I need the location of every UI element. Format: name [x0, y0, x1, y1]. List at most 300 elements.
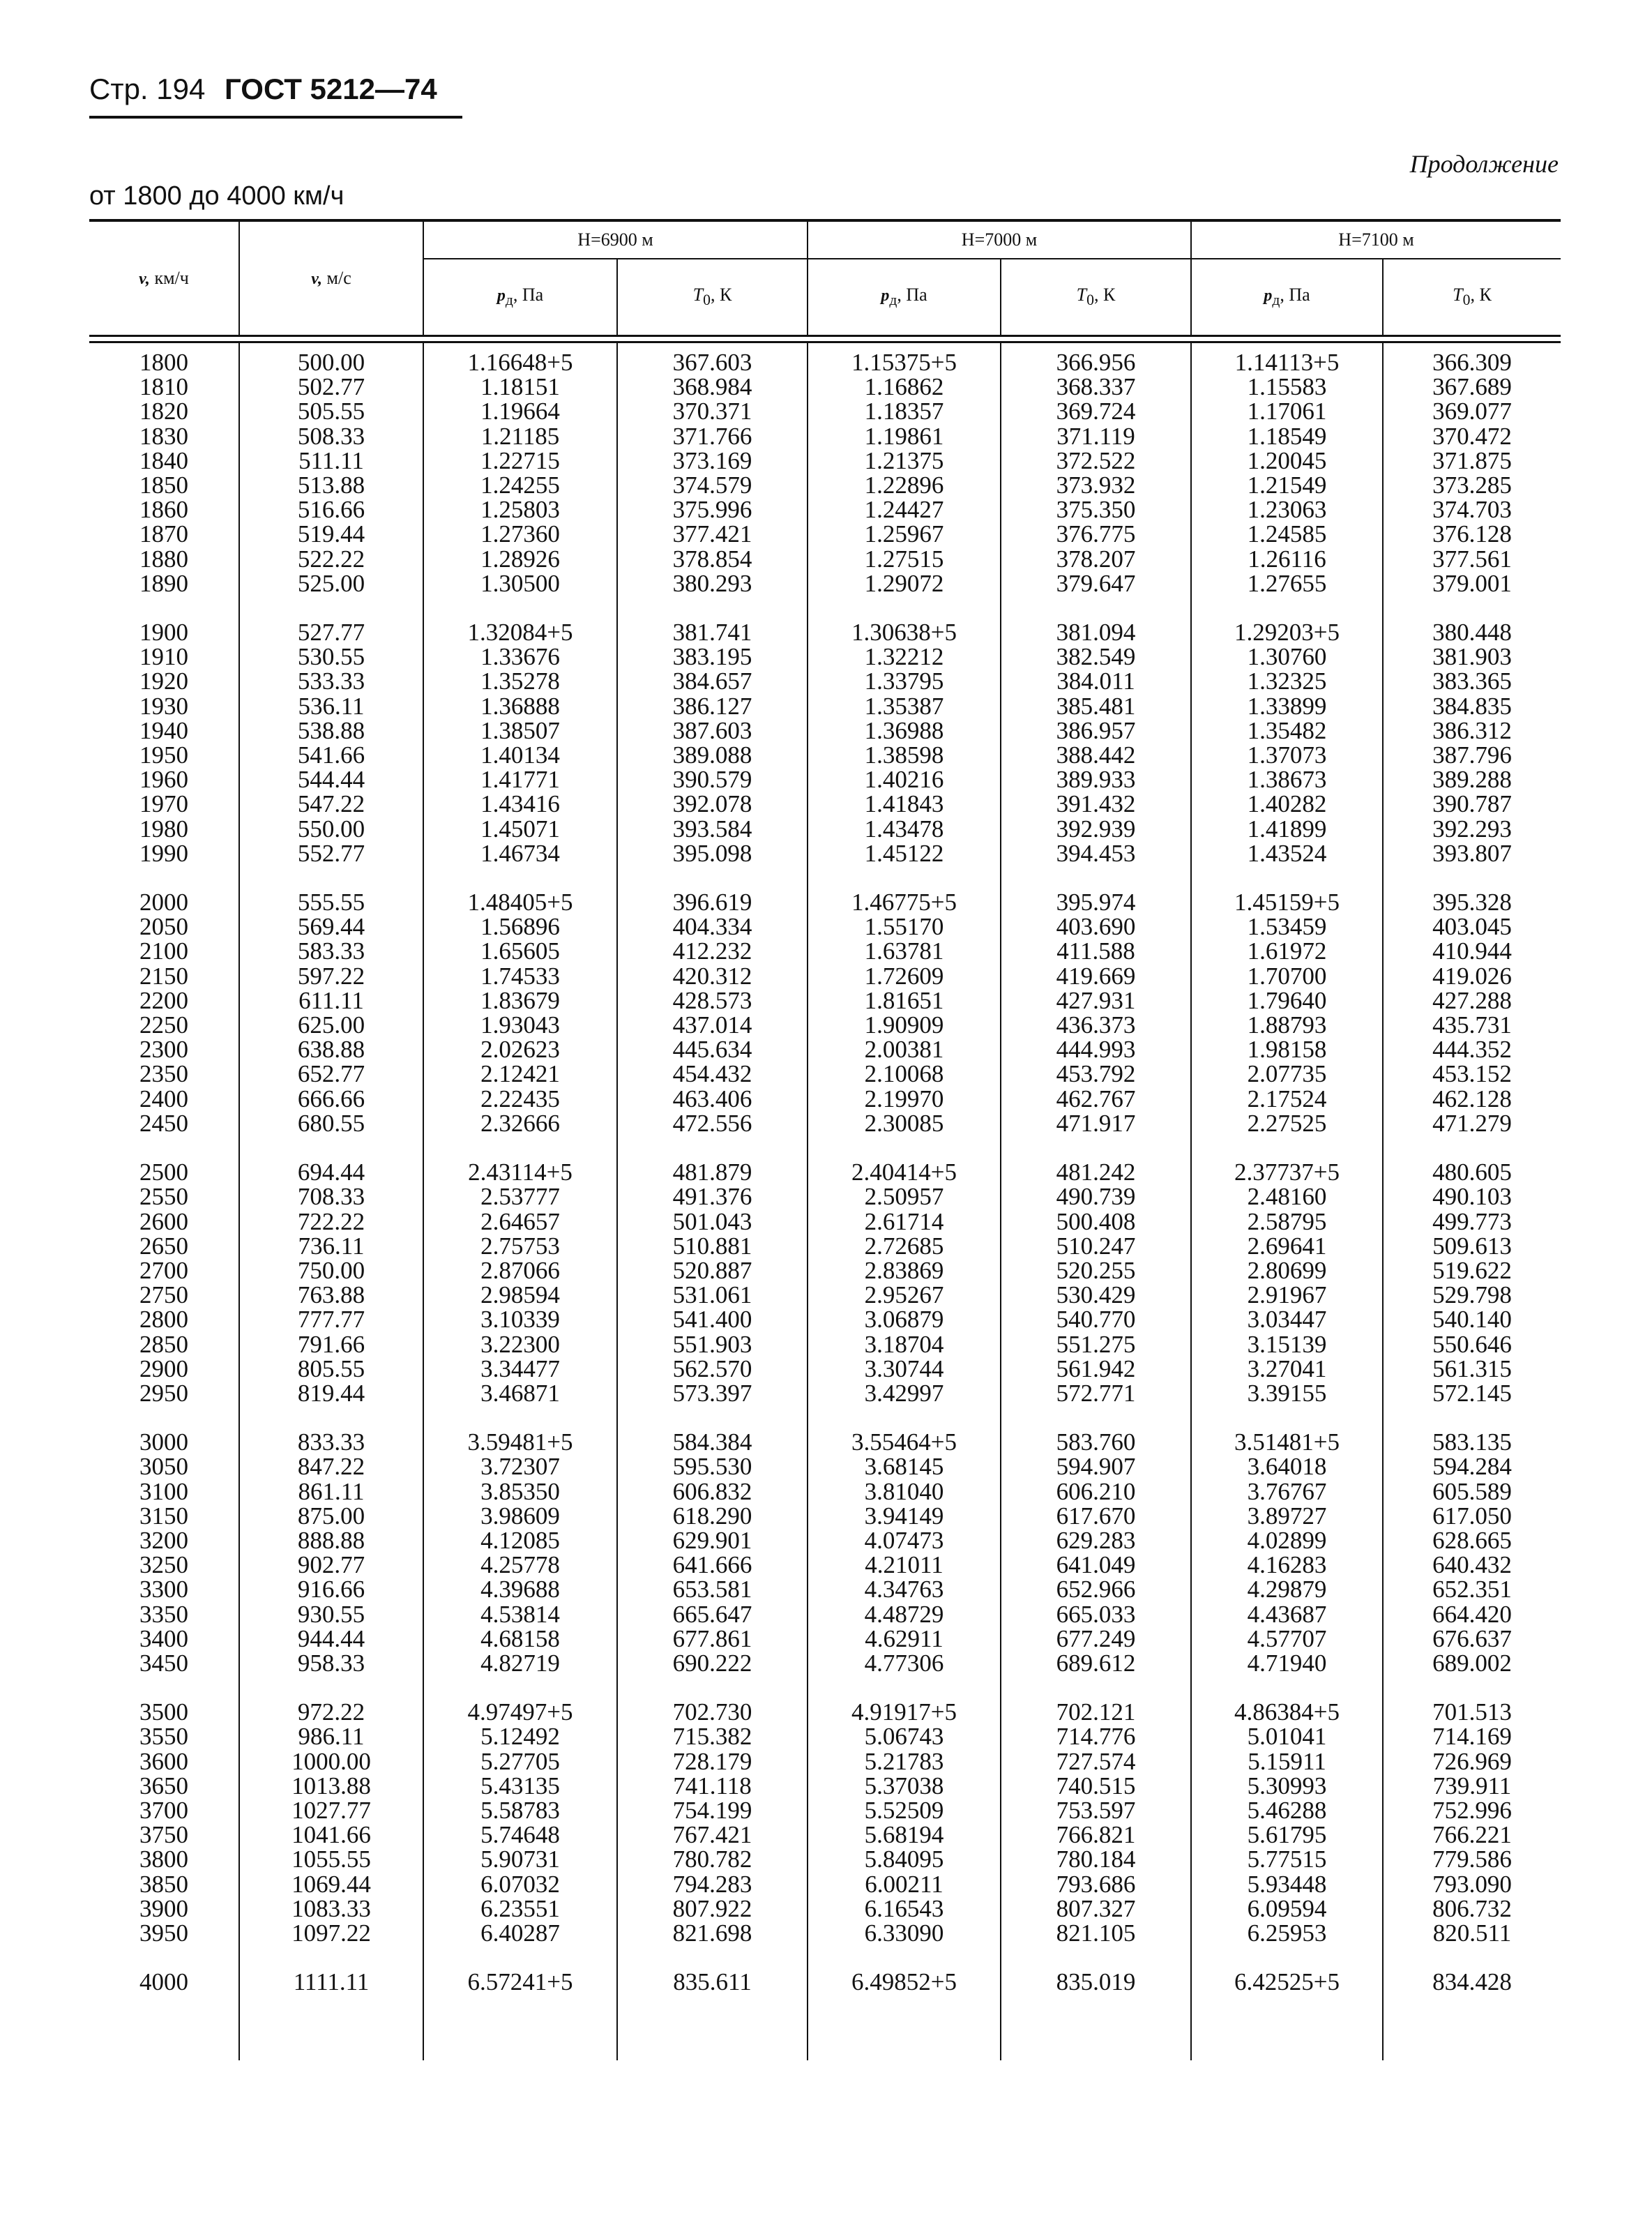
table-cell: 807.922: [617, 1896, 808, 1921]
table-cell: 5.21783: [808, 1749, 1001, 1774]
table-row: [89, 448, 1561, 473]
table-cell: 694.44: [239, 1160, 423, 1184]
table-cell: 3500: [139, 1698, 188, 1726]
table-row: [89, 473, 1561, 497]
table-cell: 1.56896: [423, 914, 617, 939]
table-row: [89, 1184, 1561, 1209]
table-cell: 1.32325: [1191, 669, 1383, 693]
table-cell: 1910: [139, 643, 188, 671]
table-cell: 4.86384+5: [1191, 1700, 1383, 1724]
table-cell: 676.637: [1383, 1627, 1561, 1651]
continuation-label: Продолжение: [1409, 150, 1559, 178]
table-cell: 3900: [139, 1894, 188, 1922]
table-row: [89, 914, 1561, 939]
table-cell: 2.17524: [1191, 1087, 1383, 1111]
table-cell: 752.996: [1383, 1798, 1561, 1822]
table-cell: 3050: [139, 1453, 188, 1481]
table-cell: 3.68145: [808, 1454, 1001, 1479]
table-cell: 652.351: [1383, 1577, 1561, 1601]
table-cell: 794.283: [617, 1872, 808, 1896]
table-cell: 561.315: [1383, 1357, 1561, 1381]
table-row: [89, 817, 1561, 841]
table-cell: 835.019: [1001, 1970, 1191, 1994]
table-cell: 4000: [139, 1968, 188, 1996]
table-cell: 1000.00: [239, 1749, 423, 1774]
table-cell: 509.613: [1383, 1234, 1561, 1258]
table-cell: 1111.11: [239, 1970, 423, 1994]
table-cell: 3.06879: [808, 1307, 1001, 1331]
table-cell: 958.33: [239, 1651, 423, 1675]
table-cell: 4.71940: [1191, 1651, 1383, 1675]
table-cell: 4.02899: [1191, 1528, 1383, 1553]
table-cell: 516.66: [239, 497, 423, 522]
table-row: [89, 1283, 1561, 1307]
table-cell: 377.561: [1383, 547, 1561, 571]
block-gap: [89, 1945, 1561, 1970]
col-header-v-kmh: v, км/ч: [89, 220, 239, 336]
table-cell: 378.207: [1001, 547, 1191, 571]
table-cell: 2.32666: [423, 1111, 617, 1135]
table-row: [89, 669, 1561, 693]
table-cell: 1850: [139, 471, 188, 499]
table-cell: 500.00: [239, 342, 423, 375]
table-cell: 767.421: [617, 1822, 808, 1847]
table-row: [89, 718, 1561, 743]
table-cell: 481.242: [1001, 1160, 1191, 1184]
table-cell: 427.931: [1001, 988, 1191, 1013]
table-cell: 944.44: [239, 1627, 423, 1651]
table-cell: 2300: [139, 1036, 188, 1064]
table-cell: 4.43687: [1191, 1602, 1383, 1627]
table-cell: 1860: [139, 496, 188, 524]
table-cell: 490.739: [1001, 1184, 1191, 1209]
table-cell: 3.51481+5: [1191, 1430, 1383, 1454]
table-cell: 833.33: [239, 1430, 423, 1454]
table-cell: 1.83679: [423, 988, 617, 1013]
table-cell: 2.80699: [1191, 1258, 1383, 1283]
table-cell: 6.25953: [1191, 1921, 1383, 1945]
table-cell: 536.11: [239, 694, 423, 718]
table-cell: 1810: [139, 373, 188, 401]
table-cell: 665.647: [617, 1602, 808, 1627]
table-cell: 6.40287: [423, 1921, 617, 1945]
table-cell: 511.11: [239, 448, 423, 473]
table-cell: 628.665: [1383, 1528, 1561, 1553]
table-cell: 1.19664: [423, 399, 617, 423]
table-cell: 666.66: [239, 1087, 423, 1111]
table-cell: 793.090: [1383, 1872, 1561, 1896]
table-cell: 594.284: [1383, 1454, 1561, 1479]
table-cell: 531.061: [617, 1283, 808, 1307]
table-cell: 3.89727: [1191, 1504, 1383, 1528]
table-cell: 436.373: [1001, 1013, 1191, 1037]
table-cell: 1.43416: [423, 792, 617, 816]
table-row: [89, 1847, 1561, 1871]
table-cell: 395.328: [1383, 890, 1561, 914]
table-cell: 640.432: [1383, 1553, 1561, 1577]
table-cell: 6.49852+5: [808, 1970, 1001, 1994]
table-cell: 1950: [139, 741, 188, 769]
table-cell: 3.42997: [808, 1381, 1001, 1405]
table-cell: 1.61972: [1191, 939, 1383, 963]
table-cell: 2.61714: [808, 1209, 1001, 1234]
table-body: [89, 342, 1561, 2061]
table-cell: 3.22300: [423, 1332, 617, 1357]
table-cell: 384.835: [1383, 694, 1561, 718]
table-cell: 6.00211: [808, 1872, 1001, 1896]
table-cell: 5.58783: [423, 1798, 617, 1822]
table-cell: 6.57241+5: [423, 1970, 617, 1994]
table-row: [89, 1602, 1561, 1627]
table-cell: 5.30993: [1191, 1774, 1383, 1798]
table-cell: 552.77: [239, 841, 423, 866]
table-cell: 664.420: [1383, 1602, 1561, 1627]
table-cell: 3350: [139, 1600, 188, 1628]
table-cell: 821.698: [617, 1921, 808, 1945]
table-cell: 2200: [139, 986, 188, 1014]
table-cell: 2400: [139, 1085, 188, 1112]
table-cell: 444.352: [1383, 1037, 1561, 1062]
table-cell: 1013.88: [239, 1774, 423, 1798]
table-cell: 629.901: [617, 1528, 808, 1553]
table-row: [89, 767, 1561, 792]
table-cell: 618.290: [617, 1504, 808, 1528]
table-cell: 1.38673: [1191, 767, 1383, 792]
table-cell: 4.25778: [423, 1553, 617, 1577]
table-cell: 5.68194: [808, 1822, 1001, 1847]
table-cell: 444.993: [1001, 1037, 1191, 1062]
table-cell: 2700: [139, 1256, 188, 1284]
table-cell: 373.169: [617, 448, 808, 473]
table-cell: 1.43524: [1191, 841, 1383, 866]
table-cell: 6.09594: [1191, 1896, 1383, 1921]
table-cell: 366.956: [1001, 342, 1191, 375]
table-cell: 1870: [139, 520, 188, 548]
table-cell: 522.22: [239, 547, 423, 571]
table-cell: 638.88: [239, 1037, 423, 1062]
table-cell: 1.40282: [1191, 792, 1383, 816]
table-cell: 1920: [139, 667, 188, 695]
table-cell: 594.907: [1001, 1454, 1191, 1479]
table-cell: 820.511: [1383, 1921, 1561, 1945]
table-cell: 3700: [139, 1796, 188, 1824]
table-cell: 5.84095: [808, 1847, 1001, 1871]
table-cell: 606.832: [617, 1479, 808, 1504]
table-cell: 4.21011: [808, 1553, 1001, 1577]
table-cell: 550.00: [239, 817, 423, 841]
table-cell: 1.90909: [808, 1013, 1001, 1037]
table-cell: 1930: [139, 692, 188, 720]
table-cell: 387.796: [1383, 743, 1561, 767]
table-cell: 550.646: [1383, 1332, 1561, 1357]
table-cell: 701.513: [1383, 1700, 1561, 1724]
table-cell: 3600: [139, 1747, 188, 1775]
table-cell: 1.32212: [808, 644, 1001, 669]
table-cell: 490.103: [1383, 1184, 1561, 1209]
table-row: [89, 1627, 1561, 1651]
table-cell: 617.050: [1383, 1504, 1561, 1528]
table-row: [89, 988, 1561, 1013]
table-cell: 4.48729: [808, 1602, 1001, 1627]
table-cell: 3.76767: [1191, 1479, 1383, 1504]
table-row: [89, 1430, 1561, 1454]
table-row: [89, 1896, 1561, 1921]
table-cell: 4.29879: [1191, 1577, 1383, 1601]
table-cell: 2600: [139, 1207, 188, 1235]
table-cell: 1900: [139, 619, 188, 647]
table-cell: 702.121: [1001, 1700, 1191, 1724]
table-cell: 6.23551: [423, 1896, 617, 1921]
table-row: [89, 1381, 1561, 1405]
table-cell: 1.81651: [808, 988, 1001, 1013]
table-cell: 2900: [139, 1354, 188, 1382]
table-row: [89, 1258, 1561, 1283]
table-cell: 1.35278: [423, 669, 617, 693]
table-cell: 540.140: [1383, 1307, 1561, 1331]
table-row: [89, 522, 1561, 546]
table-cell: 3.81040: [808, 1479, 1001, 1504]
table-cell: 396.619: [617, 890, 808, 914]
table-cell: 5.61795: [1191, 1822, 1383, 1847]
table-cell: 5.52509: [808, 1798, 1001, 1822]
table-cell: 1.33795: [808, 669, 1001, 693]
table-row: [89, 1479, 1561, 1504]
table-cell: 547.22: [239, 792, 423, 816]
table-cell: 1.63781: [808, 939, 1001, 963]
table-cell: 2800: [139, 1306, 188, 1334]
table-row: [89, 342, 1561, 375]
table-cell: 641.666: [617, 1553, 808, 1577]
table-cell: 501.043: [617, 1209, 808, 1234]
table-cell: 3100: [139, 1477, 188, 1505]
table-cell: 1.45122: [808, 841, 1001, 866]
table-cell: 471.279: [1383, 1111, 1561, 1135]
table-cell: 714.169: [1383, 1724, 1561, 1749]
table-row: [89, 1111, 1561, 1135]
table-cell: 1.29072: [808, 571, 1001, 596]
table-cell: 777.77: [239, 1307, 423, 1331]
table-cell: 1.24427: [808, 497, 1001, 522]
table-cell: 453.152: [1383, 1062, 1561, 1086]
table-cell: 1.36888: [423, 694, 617, 718]
table-row: [89, 1307, 1561, 1331]
group-header-h3: H=7100 м: [1191, 220, 1561, 259]
table-cell: 3000: [139, 1428, 188, 1456]
table-cell: 383.365: [1383, 669, 1561, 693]
table-cell: 385.481: [1001, 694, 1191, 718]
table-cell: 435.731: [1383, 1013, 1561, 1037]
table-cell: 779.586: [1383, 1847, 1561, 1871]
table-cell: 2.40414+5: [808, 1160, 1001, 1184]
table-cell: 916.66: [239, 1577, 423, 1601]
table-cell: 1.22896: [808, 473, 1001, 497]
table-cell: 2650: [139, 1232, 188, 1260]
table-cell: 629.283: [1001, 1528, 1191, 1553]
table-cell: 555.55: [239, 890, 423, 914]
table-cell: 1.48405+5: [423, 890, 617, 914]
table-cell: 2.00381: [808, 1037, 1001, 1062]
table-cell: 510.881: [617, 1234, 808, 1258]
table-cell: 481.879: [617, 1160, 808, 1184]
table-cell: 680.55: [239, 1111, 423, 1135]
table-cell: 3750: [139, 1821, 188, 1849]
table-cell: 4.39688: [423, 1577, 617, 1601]
table-cell: 3150: [139, 1502, 188, 1530]
table-cell: 3850: [139, 1870, 188, 1898]
table-cell: 366.309: [1383, 342, 1561, 375]
table-cell: 1.72609: [808, 964, 1001, 988]
table-cell: 819.44: [239, 1381, 423, 1405]
block-gap: [89, 596, 1561, 620]
group-header-h1: H=6900 м: [423, 220, 808, 259]
table-cell: 2.43114+5: [423, 1160, 617, 1184]
block-gap: [89, 1675, 1561, 1700]
table-cell: 562.570: [617, 1357, 808, 1381]
table-cell: 835.611: [617, 1970, 808, 1994]
atmosphere-table: [89, 219, 1561, 2060]
table-cell: 5.43135: [423, 1774, 617, 1798]
table-cell: 6.07032: [423, 1872, 617, 1896]
table-cell: 384.657: [617, 669, 808, 693]
table-cell: 376.128: [1383, 522, 1561, 546]
table-cell: 1.55170: [808, 914, 1001, 939]
table-row: [89, 1528, 1561, 1553]
table-cell: 4.62911: [808, 1627, 1001, 1651]
table-cell: 1.37073: [1191, 743, 1383, 767]
table-row: [89, 841, 1561, 866]
table-cell: 3.18704: [808, 1332, 1001, 1357]
table-cell: 1.65605: [423, 939, 617, 963]
table-cell: 583.760: [1001, 1430, 1191, 1454]
table-cell: 689.002: [1383, 1651, 1561, 1675]
table-cell: 1.22715: [423, 448, 617, 473]
table-cell: 1.30760: [1191, 644, 1383, 669]
table-cell: 551.903: [617, 1332, 808, 1357]
table-row: [89, 1774, 1561, 1798]
table-cell: 5.12492: [423, 1724, 617, 1749]
table-cell: 1.29203+5: [1191, 620, 1383, 644]
table-cell: 736.11: [239, 1234, 423, 1258]
table-cell: 379.647: [1001, 571, 1191, 596]
table-cell: 2.07735: [1191, 1062, 1383, 1086]
table-cell: 972.22: [239, 1700, 423, 1724]
table-cell: 2.48160: [1191, 1184, 1383, 1209]
table-row: [89, 1749, 1561, 1774]
header-rule: [89, 116, 462, 119]
table-cell: 403.690: [1001, 914, 1191, 939]
table-row: [89, 1553, 1561, 1577]
block-gap: [89, 866, 1561, 890]
table-cell: 834.428: [1383, 1970, 1561, 1994]
table-cell: 1.26116: [1191, 547, 1383, 571]
table-row: [89, 1013, 1561, 1037]
table-cell: 702.730: [617, 1700, 808, 1724]
table-row: [89, 1700, 1561, 1724]
table-cell: 491.376: [617, 1184, 808, 1209]
table-cell: 2.69641: [1191, 1234, 1383, 1258]
table-cell: 389.288: [1383, 767, 1561, 792]
table-cell: 766.221: [1383, 1822, 1561, 1847]
table-range-caption: от 1800 до 4000 км/ч: [89, 181, 344, 211]
table-cell: 376.775: [1001, 522, 1191, 546]
table-cell: 5.93448: [1191, 1872, 1383, 1896]
table-cell: 1830: [139, 422, 188, 450]
table-cell: 530.55: [239, 644, 423, 669]
table-cell: 3800: [139, 1846, 188, 1873]
table-row: [89, 1234, 1561, 1258]
table-cell: 462.128: [1383, 1087, 1561, 1111]
table-row: [89, 1970, 1561, 1994]
col-header-p3: $p_д$, Па: [1191, 259, 1383, 336]
table-cell: 3.46871: [423, 1381, 617, 1405]
table-cell: 3450: [139, 1649, 188, 1677]
table-cell: 395.974: [1001, 890, 1191, 914]
table-cell: 2.87066: [423, 1258, 617, 1283]
table-cell: 652.966: [1001, 1577, 1191, 1601]
table-cell: 538.88: [239, 718, 423, 743]
table-cell: 2.58795: [1191, 1209, 1383, 1234]
table-cell: 373.285: [1383, 473, 1561, 497]
table-cell: 1.35482: [1191, 718, 1383, 743]
table-cell: 3.15139: [1191, 1332, 1383, 1357]
table-cell: 2150: [139, 962, 188, 990]
table-cell: 394.453: [1001, 841, 1191, 866]
table-cell: 5.90731: [423, 1847, 617, 1871]
table-cell: 1.20045: [1191, 448, 1383, 473]
col-header-t1: $T_0$, К: [617, 259, 808, 336]
table-row: [89, 399, 1561, 423]
table-cell: 791.66: [239, 1332, 423, 1357]
table-row: [89, 792, 1561, 816]
col-header-p2: $p_д$, Па: [808, 259, 1001, 336]
table-cell: 381.741: [617, 620, 808, 644]
table-cell: 388.442: [1001, 743, 1191, 767]
table-cell: 1940: [139, 716, 188, 744]
table-cell: 2850: [139, 1330, 188, 1358]
table-cell: 381.094: [1001, 620, 1191, 644]
table-cell: 3950: [139, 1919, 188, 1947]
table-cell: 391.432: [1001, 792, 1191, 816]
page-header: [89, 73, 448, 114]
table-cell: 371.119: [1001, 424, 1191, 448]
table-cell: 374.579: [617, 473, 808, 497]
table-cell: 371.766: [617, 424, 808, 448]
table-cell: 2.27525: [1191, 1111, 1383, 1135]
table-cell: 690.222: [617, 1651, 808, 1675]
table-cell: 3200: [139, 1526, 188, 1554]
table-cell: 502.77: [239, 375, 423, 399]
table-cell: 1.41843: [808, 792, 1001, 816]
table-cell: 1.15375+5: [808, 342, 1001, 375]
table-cell: 510.247: [1001, 1234, 1191, 1258]
table-cell: 1.16648+5: [423, 342, 617, 375]
table-cell: 1890: [139, 569, 188, 597]
table-cell: 3250: [139, 1551, 188, 1579]
table-cell: 387.603: [617, 718, 808, 743]
table-cell: 1.79640: [1191, 988, 1383, 1013]
table-cell: 389.088: [617, 743, 808, 767]
table-cell: 373.932: [1001, 473, 1191, 497]
table-cell: 404.334: [617, 914, 808, 939]
table-cell: 5.01041: [1191, 1724, 1383, 1749]
table-row: [89, 1872, 1561, 1896]
table-cell: 617.670: [1001, 1504, 1191, 1528]
table-cell: 780.782: [617, 1847, 808, 1871]
table-cell: 754.199: [617, 1798, 808, 1822]
table-cell: 715.382: [617, 1724, 808, 1749]
table-cell: 1055.55: [239, 1847, 423, 1871]
table-cell: 1.21549: [1191, 473, 1383, 497]
